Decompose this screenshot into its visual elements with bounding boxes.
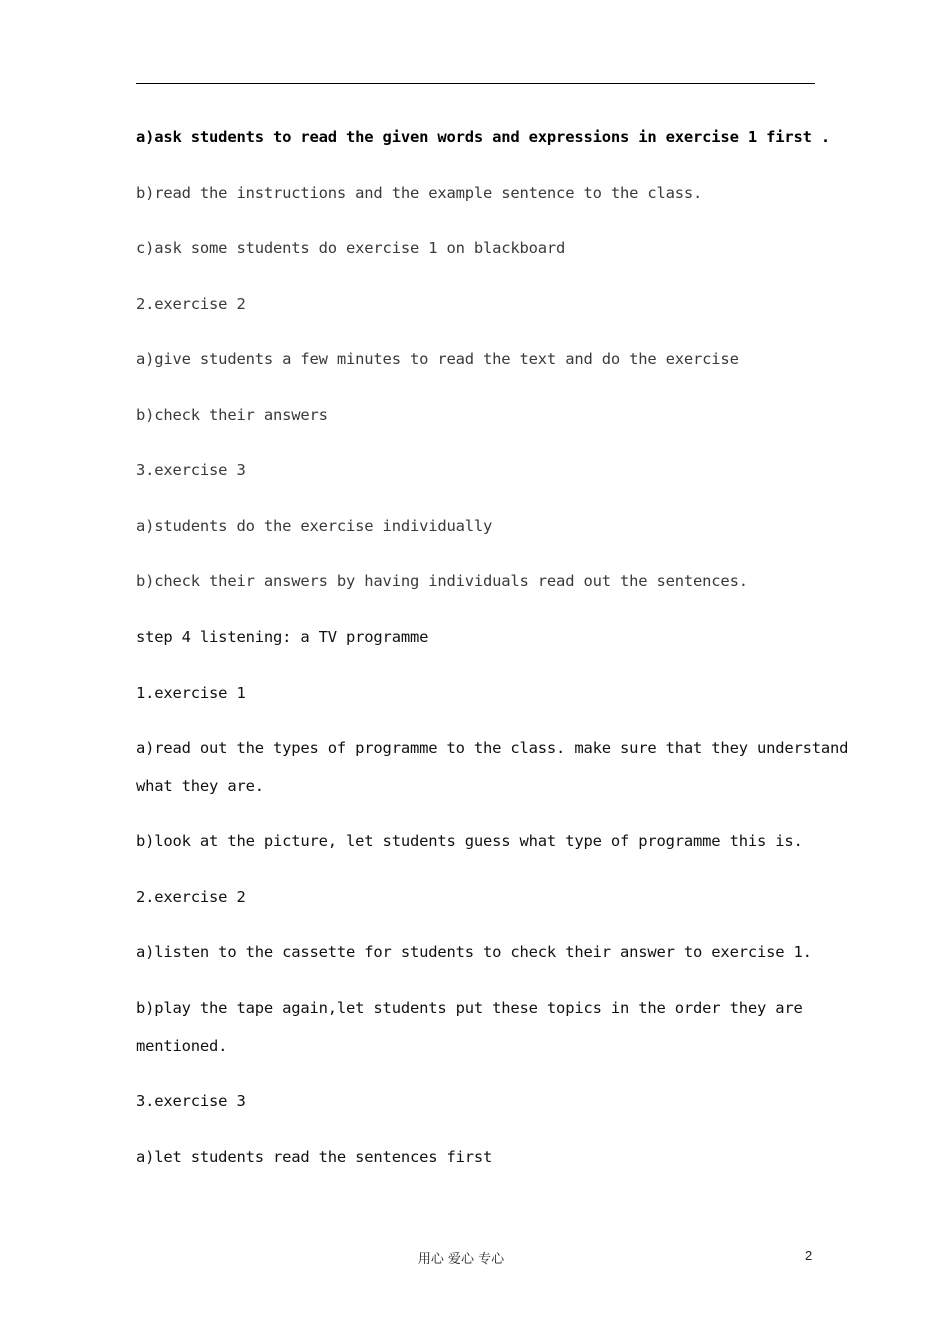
text-line: a)ask students to read the given words and expressions in exercise 1 first . [136, 128, 831, 146]
text-line: a)give students a few minutes to read the text and do the exercise [136, 350, 739, 368]
text-line: b)read the instructions and the example sentence to the class. [136, 184, 703, 202]
text-line: 3.exercise 3 [136, 461, 246, 479]
text-line: 2.exercise 2 [136, 295, 246, 313]
page-number: 2 [805, 1248, 813, 1263]
text-line: b)look at the picture, let students guess what type of programme this is. [136, 832, 803, 850]
text-line: a)read out the types of programme to the class. make sure that they understand [136, 739, 849, 757]
text-line: b)check their answers [136, 406, 328, 424]
text-line: c)ask some students do exercise 1 on blackboard [136, 239, 566, 257]
text-line: b)play the tape again,let students put these topics in the order they are [136, 999, 803, 1017]
text-line: 1.exercise 1 [136, 684, 246, 702]
text-line: what they are. [136, 777, 264, 795]
text-line: a)students do the exercise individually [136, 517, 493, 535]
footer-motto-text: 用心 爱心 专心 [417, 1252, 505, 1267]
text-line: step 4 listening: a TV programme [136, 628, 429, 646]
text-line: mentioned. [136, 1037, 228, 1055]
text-line: a)let students read the sentences first [136, 1148, 493, 1166]
text-line: b)check their answers by having individuals read out the sentences. [136, 572, 748, 590]
header-rule [136, 83, 815, 84]
text-line: a)listen to the cassette for students to check their answer to exercise 1. [136, 943, 812, 961]
text-line: 3.exercise 3 [136, 1092, 246, 1110]
text-line: 2.exercise 2 [136, 888, 246, 906]
